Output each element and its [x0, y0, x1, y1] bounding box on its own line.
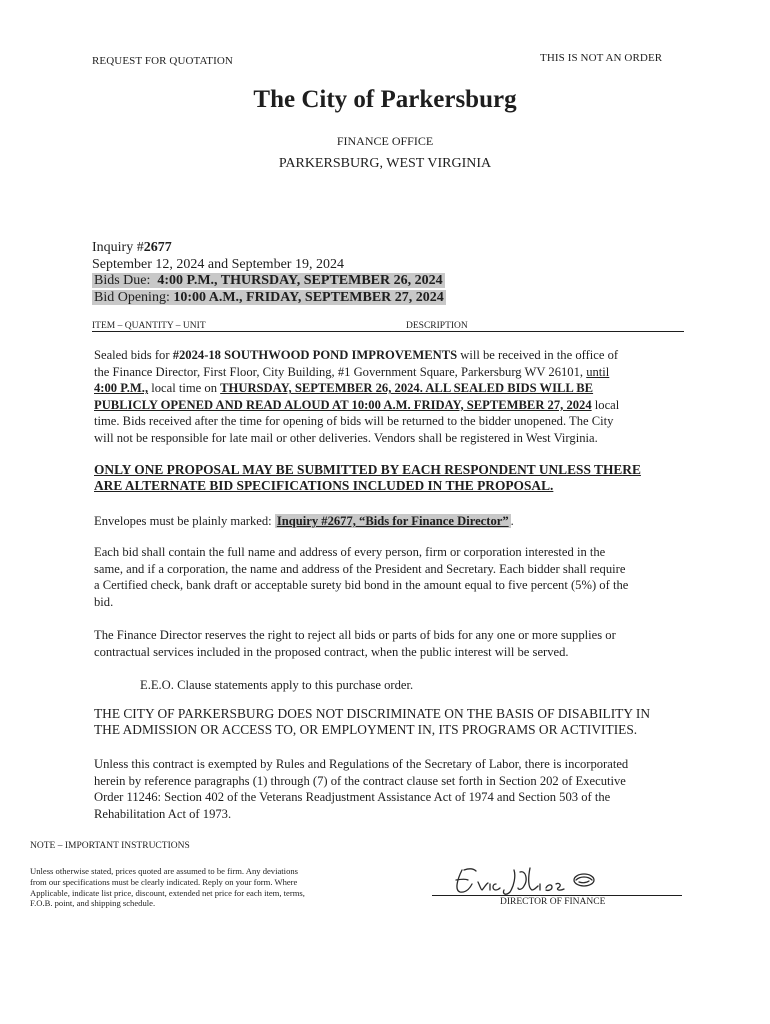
p3-text: .: [510, 514, 514, 528]
p7-text: THE CITY OF PARKERSBURG DOES NOT DISCRIMINATE ON THE BASIS OF DISABILITY IN: [94, 706, 650, 721]
bids-due-line: [92, 273, 445, 289]
p7-text: THE ADMISSION OR ACCESS TO, OR EMPLOYMENT IN, ITS PROGRAMS OR ACTIVITIES.: [94, 722, 638, 738]
one-proposal-notice: [94, 462, 680, 495]
bids-due-value: 4:00 P.M., THURSDAY, SEPTEMBER 26, 2024: [157, 273, 443, 288]
description-header: DESCRIPTION: [406, 321, 468, 331]
bids-due-highlight: [92, 273, 445, 288]
inquiry-dates: September 12, 2024 and September 19, 2024: [92, 257, 344, 272]
non-discrimination-statement: [94, 706, 680, 739]
inquiry-line: [92, 240, 172, 256]
header-rule: [92, 331, 684, 332]
bid-opening-value: 10:00 A.M., FRIDAY, SEPTEMBER 27, 2024: [173, 290, 444, 305]
inquiry-number: 2677: [143, 240, 172, 255]
director-of-finance-label: DIRECTOR OF FINANCE: [500, 897, 606, 907]
p1-text: the Finance Director, First Floor, City Building, #1 Government Square, Parkersburg WV 26101,: [94, 364, 587, 379]
p1-text: will be received in the office of: [457, 348, 619, 362]
p5-text: The Finance Director reserves the right to reject all bids or parts of bids for any one or more supplies or: [94, 628, 616, 642]
project-name: #2024-18 SOUTHWOOD POND IMPROVEMENTS: [172, 348, 458, 362]
p4-text: bid.: [94, 594, 114, 609]
note-title: NOTE – IMPORTANT INSTRUCTIONS: [30, 841, 190, 851]
p2-text: ONLY ONE PROPOSAL MAY BE SUBMITTED BY EACH RESPONDENT UNLESS THERE: [94, 462, 641, 477]
p1-text: local: [591, 397, 620, 412]
inquiry-label: Inquiry #: [92, 240, 144, 255]
bid-opening-line: [92, 290, 446, 306]
request-for-quotation-label: REQUEST FOR QUOTATION: [92, 55, 233, 67]
p8-text: Order 11246: Section 402 of the Veterans Readjustment Assistance Act of 1974 and Section 503 of the: [94, 790, 611, 805]
p5-text: contractual services included in the proposed contract, when the public interest will be served.: [94, 644, 569, 659]
bid-opening-label: Bid Opening:: [94, 290, 170, 305]
p1-text: local time on: [148, 381, 221, 396]
p8-text: herein by reference paragraphs (1) through (7) of the contract clause set forth in Section 202 of Executive: [94, 773, 626, 788]
bid-opening-highlight: [92, 290, 446, 305]
sealed-bids-paragraph: [94, 347, 680, 447]
p1-text: Sealed bids for: [94, 348, 173, 362]
p4-text: a Certified check, bank draft or acceptable surety bid bond in the amount equal to five percent (5%) of the: [94, 578, 629, 593]
bid-contents-paragraph: [94, 544, 680, 610]
finance-office-label: FINANCE OFFICE: [336, 134, 434, 148]
p8-text: Unless this contract is exempted by Rules and Regulations of the Secretary of Labor, there is incorporated: [94, 757, 629, 771]
p1-deadline-date: THURSDAY, SEPTEMBER 26, 2024. ALL SEALED BIDS WILL BE: [220, 381, 594, 396]
p1-deadline-time: 4:00 P.M.,: [94, 381, 149, 396]
reserves-right-paragraph: [94, 627, 680, 660]
p8-text: Rehabilitation Act of 1973.: [94, 806, 232, 821]
city-location-label: PARKERSBURG, WEST VIRGINIA: [278, 156, 492, 171]
not-an-order-label: THIS IS NOT AN ORDER: [540, 52, 663, 64]
eeo-clause: E.E.O. Clause statements apply to this purchase order.: [140, 678, 414, 692]
p1-text: will not be responsible for late mail or other deliveries. Vendors shall be registered in West Virginia.: [94, 430, 598, 445]
p3-text: Envelopes must be plainly marked:: [94, 514, 275, 528]
envelope-marking: Inquiry #2677, “Bids for Finance Director”: [276, 514, 509, 528]
p4-text: Each bid shall contain the full name and address of every person, firm or corporation interested in the: [94, 545, 606, 559]
note-text: Applicable, indicate list price, discount, extended net price for each item, terms,: [30, 887, 305, 898]
secretary-of-labor-paragraph: [94, 756, 680, 822]
page-title: The City of Parkersburg: [253, 86, 517, 113]
p1-text: time. Bids received after the time for opening of bids will be returned to the bidder unopened. The City: [94, 414, 614, 429]
p4-text: same, and if a corporation, the name and address of the President and Secretary. Each bidder shall require: [94, 561, 626, 576]
envelope-marking-paragraph: [94, 513, 680, 530]
p2-text: ARE ALTERNATE BID SPECIFICATIONS INCLUDED IN THE PROPOSAL.: [94, 478, 554, 494]
note-text: F.O.B. point, and shipping schedule.: [30, 898, 156, 909]
note-instructions: [30, 866, 305, 909]
p1-opening-statement: PUBLICLY OPENED AND READ ALOUD AT 10:00 A.M. FRIDAY, SEPTEMBER 27, 2024: [94, 397, 592, 412]
item-quantity-unit-header: ITEM – QUANTITY – UNIT: [92, 321, 206, 331]
note-text: Unless otherwise stated, prices quoted are assumed to be firm. Any deviations: [30, 866, 299, 876]
note-text: from our specifications must be clearly indicated. Reply on your form. Where: [30, 876, 298, 887]
bids-due-label: Bids Due:: [94, 273, 151, 288]
signature-line: [432, 895, 682, 896]
p1-underlined: until: [586, 364, 610, 379]
